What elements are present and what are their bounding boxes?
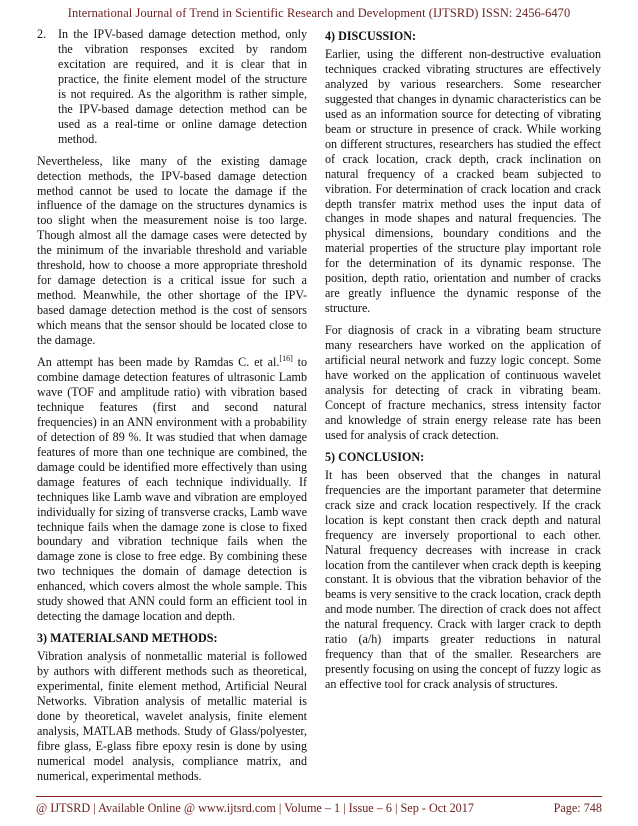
list-text: In the IPV-based damage detection method, only the vibration responses excited by random excitation are required, and it is clear that in practice, the finite element model of the structure is not required. As the algorithm is rather simple, the IPV-based damage detection method can be used as a real-time or online damage detection method.: [58, 27, 307, 146]
conclusion-paragraph: It has been observed that the changes in natural frequencies are the important parameter that determine crack size and crack location respectively. If the crack location is kept constant then crack depth and natural frequency are inversely proportional to each other. Natural frequency decreases with increase in crack location from the cantilever when crack depth is keeping constant. It is obvious that the vibration behavior of the beams is very sensitive to the crack location, crack depth and mode number. The direction of crack does not affect the natural frequency. Crack with larger crack to depth ratio (a/h) imparts greater reductions in natural frequency than that of the smaller. Researchers are presently focusing on using the concept of fuzzy logic as an effective tool for crack analysis of structures.: [325, 467, 601, 692]
list-item: [37, 27, 307, 147]
discussion-paragraph-1: Earlier, using the different non-destructive evaluation techniques cracked vibrating structures are effectively analyzed by various researchers. Some researcher suggested that changes in dynamic characteristics can be used as an information source for detecting of vibrating beam or structure in presence of crack. While working on different structures, researchers has studied the effect of crack location, crack depth, crack inclination on natural frequency of a cracked beam subjected to vibration. For determination of crack location and crack depth transfer matrix method uses the input data of changes in mode shapes and natural frequencies. The physical dimensions, boundary conditions and the material properties of the structure play important role for the determination of its dynamic response. The position, depth ratio, orientation and number of cracks are greatly influence the dynamic response of the structure.: [325, 47, 601, 316]
section-heading-conclusion: 5) CONCLUSION:: [325, 449, 425, 464]
footer-divider: [36, 796, 602, 797]
paragraph-ramdas: [37, 355, 307, 624]
list-number: 2.: [37, 27, 47, 41]
citation-ref: [16]: [279, 353, 293, 363]
section-heading-materials: 3) MATERIALSAND METHODS:: [37, 631, 218, 646]
left-column: [37, 27, 307, 791]
page-footer: [36, 801, 602, 816]
paragraph-nevertheless: Nevertheless, like many of the existing damage detection methods, the IPV-based damage detection method cannot be used to locate the damage if the influence of the damage on the structures dynamics is too slight when the measurement noise is too large. Though almost all the damage cases were detected by the minimum of the invariable threshold and variable threshold, how to choose a more appropriate threshold for damage detection is a critical issue for such a method. Meanwhile, the other shortage of the IPV-based damage detection method is the cost of sensors which means that the sensor should be located close to the damage.: [37, 153, 307, 348]
paragraph-ramdas-start: An attempt has been made by Ramdas C. et al.: [37, 355, 280, 370]
page-number: Page: 748: [553, 801, 602, 815]
discussion-paragraph-2: For diagnosis of crack in a vibrating beam structure many researchers have worked on the application of artificial neural network and fuzzy logic concept. Some have worked on the application of continuous wavelet analysis for detecting of crack in vibrating beam. Concept of fracture mechanics, stress intensity factor and knowledge of strain energy release rate has been used for analysis of crack detection.: [325, 323, 601, 442]
journal-header: International Journal of Trend in Scientific Research and Development (IJTSRD) ISSN: 2456-6470: [67, 6, 571, 20]
paragraph-ramdas-rest: to combine damage detection features of ultrasonic Lamb wave (TOF and amplitude ratio) with vibration based technique features (first and second natural frequencies) in an ANN environment with a probability of detection of 89 %. It was studied that when damage features of more than one technique are combined, the damage could be identified more effectively than using damage features of each technique individually. If techniques like Lamb wave and vibration are employed individually for sizing of transverse cracks, Lamb wave technique fails when the damage zone is close to fixed boundary and vibration technique fails when the damage zone is close to free edge. By combining these two techniques the domain of damage detection is enhanced, which covers almost the whole sample. This study showed that ANN could form an efficient tool in detecting the damage location and depth.: [37, 355, 308, 624]
right-column: [325, 27, 601, 699]
footer-info: @ IJTSRD | Available Online @ www.ijtsrd.com | Volume – 1 | Issue – 6 | Sep - Oct 2017: [36, 801, 474, 815]
section-heading-discussion: 4) DISCUSSION:: [325, 29, 417, 43]
section-text-materials: Vibration analysis of nonmetallic material is followed by authors with different methods such as theoretical, experimental, finite element method, Artificial Neural Networks. Vibration analysis of metallic material is done by theoretical, wavelet analysis, finite element analysis, MATLAB methods. Study of Glass/polyester, fibre glass, E-glass fibre epoxy resin is done by using numerical model analysis, compliance matrix, and numerical, experimental methods.: [37, 649, 307, 783]
